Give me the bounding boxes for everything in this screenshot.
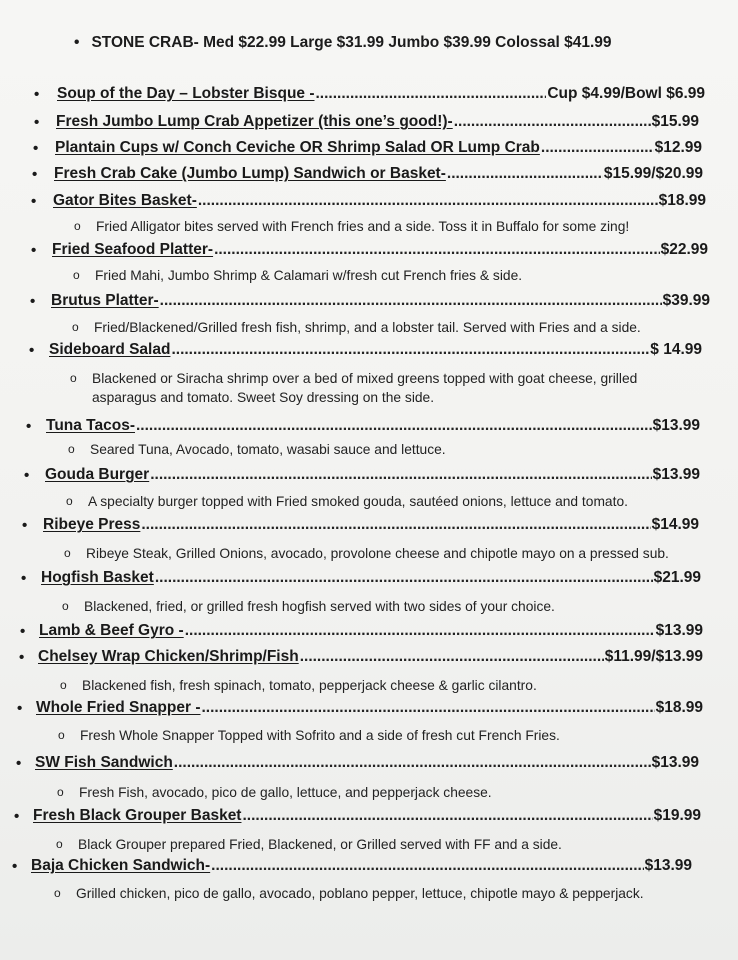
bullet-icon: •: [12, 858, 18, 875]
menu-item-price: $15.99/$20.99: [603, 165, 703, 182]
menu-item-price: $18.99: [655, 699, 703, 716]
sub-bullet-icon: o: [60, 678, 67, 692]
menu-item-name: Fresh Jumbo Lump Crab Appetizer (this one’s good!)-: [56, 113, 453, 130]
menu-item-name: Fresh Black Grouper Basket: [33, 807, 242, 824]
dot-leader: [242, 807, 652, 825]
dot-leader: [136, 417, 652, 435]
dot-leader: [185, 622, 655, 640]
dot-leader: [454, 113, 651, 131]
menu-item: [0, 85, 738, 107]
menu-item-name: Lamb & Beef Gyro -: [39, 622, 184, 639]
menu-item-description: [64, 544, 714, 563]
menu-item: [0, 341, 738, 363]
menu-item: [0, 569, 738, 591]
bullet-icon: •: [30, 293, 36, 310]
menu-item-line: [31, 857, 692, 879]
menu-item-price: $13.99: [651, 754, 699, 771]
menu-item-price: $39.99: [662, 292, 710, 309]
menu-item-line: [49, 341, 702, 363]
menu-item: [0, 139, 738, 161]
menu-item-line: [51, 292, 710, 314]
menu-item: [0, 192, 738, 214]
dot-leader: [316, 85, 547, 103]
menu-item-description: [56, 835, 706, 854]
sub-bullet-icon: o: [70, 371, 77, 385]
menu-item: [0, 113, 738, 135]
menu-item-description: [62, 597, 712, 616]
menu-item-price: $14.99: [651, 516, 699, 533]
description-text: Fried Mahi, Jumbo Shrimp & Calamari w/fresh cut French fries & side.: [95, 268, 523, 283]
menu-item-name: SW Fish Sandwich: [35, 754, 173, 771]
menu-item: [0, 417, 738, 439]
description-text: Blackened fish, fresh spinach, tomato, pepperjack cheese & garlic cilantro.: [82, 678, 537, 693]
menu-item-line: [45, 466, 700, 488]
menu-item-price: $11.99/$13.99: [604, 648, 703, 665]
description-text: Fried Alligator bites served with French fries and a side. Toss it in Buffalo for some zing!: [96, 219, 630, 234]
bullet-icon: •: [31, 242, 37, 259]
menu-item-description: [57, 783, 707, 802]
menu-item-name: Chelsey Wrap Chicken/Shrimp/Fish: [38, 648, 299, 665]
menu-item-description: [73, 266, 723, 285]
sub-bullet-icon: o: [72, 320, 79, 334]
description-text: Fresh Fish, avocado, pico de gallo, lettuce, and pepperjack cheese.: [79, 785, 492, 800]
stone-crab-prices: STONE CRAB- Med $22.99 Large $31.99 Jumbo $39.99 Colossal $41.99: [91, 34, 612, 51]
bullet-icon: •: [21, 570, 27, 587]
bullet-icon: •: [33, 140, 39, 157]
description-text: Fried/Blackened/Grilled fresh fish, shrimp, and a lobster tail. Served with Fries and a side.: [94, 320, 641, 335]
description-text: Blackened or Siracha shrimp over a bed of mixed greens topped with goat cheese, grilled asparagus and tomato. Sweet Soy dressing on the side.: [92, 371, 638, 405]
dot-leader: [198, 192, 658, 210]
sub-bullet-icon: o: [54, 886, 61, 900]
menu-item-line: [41, 569, 701, 591]
menu-item: [0, 807, 738, 829]
menu-item-price: $19.99: [653, 807, 701, 824]
menu-item-line: [39, 622, 703, 644]
menu-item-line: [38, 648, 703, 670]
menu-item: [0, 241, 738, 263]
menu-item: [0, 165, 738, 187]
sub-bullet-icon: o: [62, 599, 69, 613]
dot-leader: [141, 516, 650, 534]
sub-bullet-icon: o: [68, 442, 75, 456]
bullet-icon: •: [34, 86, 40, 103]
menu-item-description: [58, 726, 708, 745]
bullet-icon: •: [16, 755, 22, 772]
sub-bullet-icon: o: [58, 728, 65, 742]
dot-leader: [214, 241, 660, 259]
menu-item-line: [52, 241, 708, 263]
description-text: Ribeye Steak, Grilled Onions, avocado, provolone cheese and chipotle mayo on a pressed sub.: [86, 546, 669, 561]
sub-bullet-icon: o: [66, 494, 73, 508]
bullet-icon: •: [17, 700, 23, 717]
menu-item-price: $12.99: [654, 139, 702, 156]
menu-item-line: [56, 113, 699, 135]
sub-bullet-icon: o: [57, 785, 64, 799]
menu-item-name: Whole Fried Snapper -: [36, 699, 201, 716]
dot-leader: [174, 754, 651, 772]
menu-item: [0, 754, 738, 776]
menu-item-line: [35, 754, 699, 776]
menu-item: [0, 857, 738, 879]
dot-leader: [447, 165, 603, 183]
description-text: A specialty burger topped with Fried smoked gouda, sautéed onions, lettuce and tomato.: [88, 494, 628, 509]
menu-item-line: [46, 417, 700, 439]
description-text: Blackened, fried, or grilled fresh hogfish served with two sides of your choice.: [84, 599, 555, 614]
menu-item-price: $13.99: [652, 417, 700, 434]
dot-leader: [150, 466, 651, 484]
bullet-icon: •: [34, 114, 40, 131]
dot-leader: [201, 699, 654, 717]
bullet-icon: •: [26, 418, 32, 435]
menu-item-description: [68, 440, 718, 459]
menu-item-description: [60, 676, 710, 695]
menu-item: [0, 648, 738, 670]
description-text: Fresh Whole Snapper Topped with Sofrito and a side of fresh cut French Fries.: [80, 728, 560, 743]
menu-item-name: Fresh Crab Cake (Jumbo Lump) Sandwich or Basket-: [54, 165, 446, 182]
menu-item: [0, 516, 738, 538]
menu-item-name: Tuna Tacos-: [46, 417, 135, 434]
dot-leader: [211, 857, 643, 875]
menu-item-description: [70, 369, 670, 407]
bullet-icon: •: [29, 342, 35, 359]
menu-item-description: [74, 217, 724, 236]
menu-item: [0, 622, 738, 644]
menu-item-line: [54, 165, 703, 187]
menu-item-line: [43, 516, 699, 538]
bullet-icon: •: [31, 193, 37, 210]
description-text: Seared Tuna, Avocado, tomato, wasabi sauce and lettuce.: [90, 442, 446, 457]
menu-item-description: [54, 884, 704, 903]
sub-bullet-icon: o: [64, 546, 71, 560]
menu-item-name: Gator Bites Basket-: [53, 192, 197, 209]
menu-item-price: $13.99: [655, 622, 703, 639]
menu-item-description: [72, 318, 722, 337]
menu-item: [0, 699, 738, 721]
menu-item-name: Sideboard Salad: [49, 341, 171, 358]
menu-item-price: Cup $4.99/Bowl $6.99: [547, 85, 705, 102]
menu-item-price: $13.99: [644, 857, 692, 874]
menu-item-name: Soup of the Day – Lobster Bisque -: [57, 85, 315, 102]
dot-leader: [160, 292, 662, 310]
menu-item-price: $18.99: [658, 192, 706, 209]
menu-item-line: [55, 139, 702, 161]
dot-leader: [155, 569, 653, 587]
bullet-icon: •: [20, 623, 26, 640]
dot-leader: [300, 648, 604, 666]
menu-item-name: Ribeye Press: [43, 516, 141, 533]
menu-item-price: $ 14.99: [650, 341, 702, 358]
menu-item-price: $22.99: [660, 241, 708, 258]
sub-bullet-icon: o: [56, 837, 63, 851]
bullet-icon: •: [24, 467, 30, 484]
menu-item-line: [36, 699, 703, 721]
menu-item-line: [57, 85, 705, 107]
menu-item-description: [66, 492, 716, 511]
dot-leader: [171, 341, 649, 359]
description-text: Grilled chicken, pico de gallo, avocado, poblano pepper, lettuce, chipotle mayo & pepperjack.: [76, 886, 644, 901]
menu-item-name: Plantain Cups w/ Conch Ceviche OR Shrimp Salad OR Lump Crab: [55, 139, 540, 156]
bullet-icon: •: [22, 517, 28, 534]
menu-item-name: Brutus Platter-: [51, 292, 159, 309]
menu-item: [0, 292, 738, 314]
menu-item-line: [33, 807, 701, 829]
sub-bullet-icon: o: [73, 268, 80, 282]
menu-item-name: Baja Chicken Sandwich-: [31, 857, 211, 874]
stone-crab-headline: [74, 34, 612, 52]
menu-item-line: [53, 192, 706, 214]
bullet-icon: •: [32, 166, 38, 183]
menu-item-name: Fried Seafood Platter-: [52, 241, 214, 258]
description-text: Black Grouper prepared Fried, Blackened, or Grilled served with FF and a side.: [78, 837, 562, 852]
menu-item: [0, 466, 738, 488]
menu-item-price: $13.99: [652, 466, 700, 483]
bullet-icon: •: [74, 34, 80, 51]
dot-leader: [541, 139, 654, 157]
sub-bullet-icon: o: [74, 219, 81, 233]
menu-item-name: Hogfish Basket: [41, 569, 154, 586]
menu-item-price: $21.99: [653, 569, 701, 586]
menu-item-price: $15.99: [651, 113, 699, 130]
menu-item-name: Gouda Burger: [45, 466, 150, 483]
bullet-icon: •: [19, 649, 25, 666]
bullet-icon: •: [14, 808, 20, 825]
